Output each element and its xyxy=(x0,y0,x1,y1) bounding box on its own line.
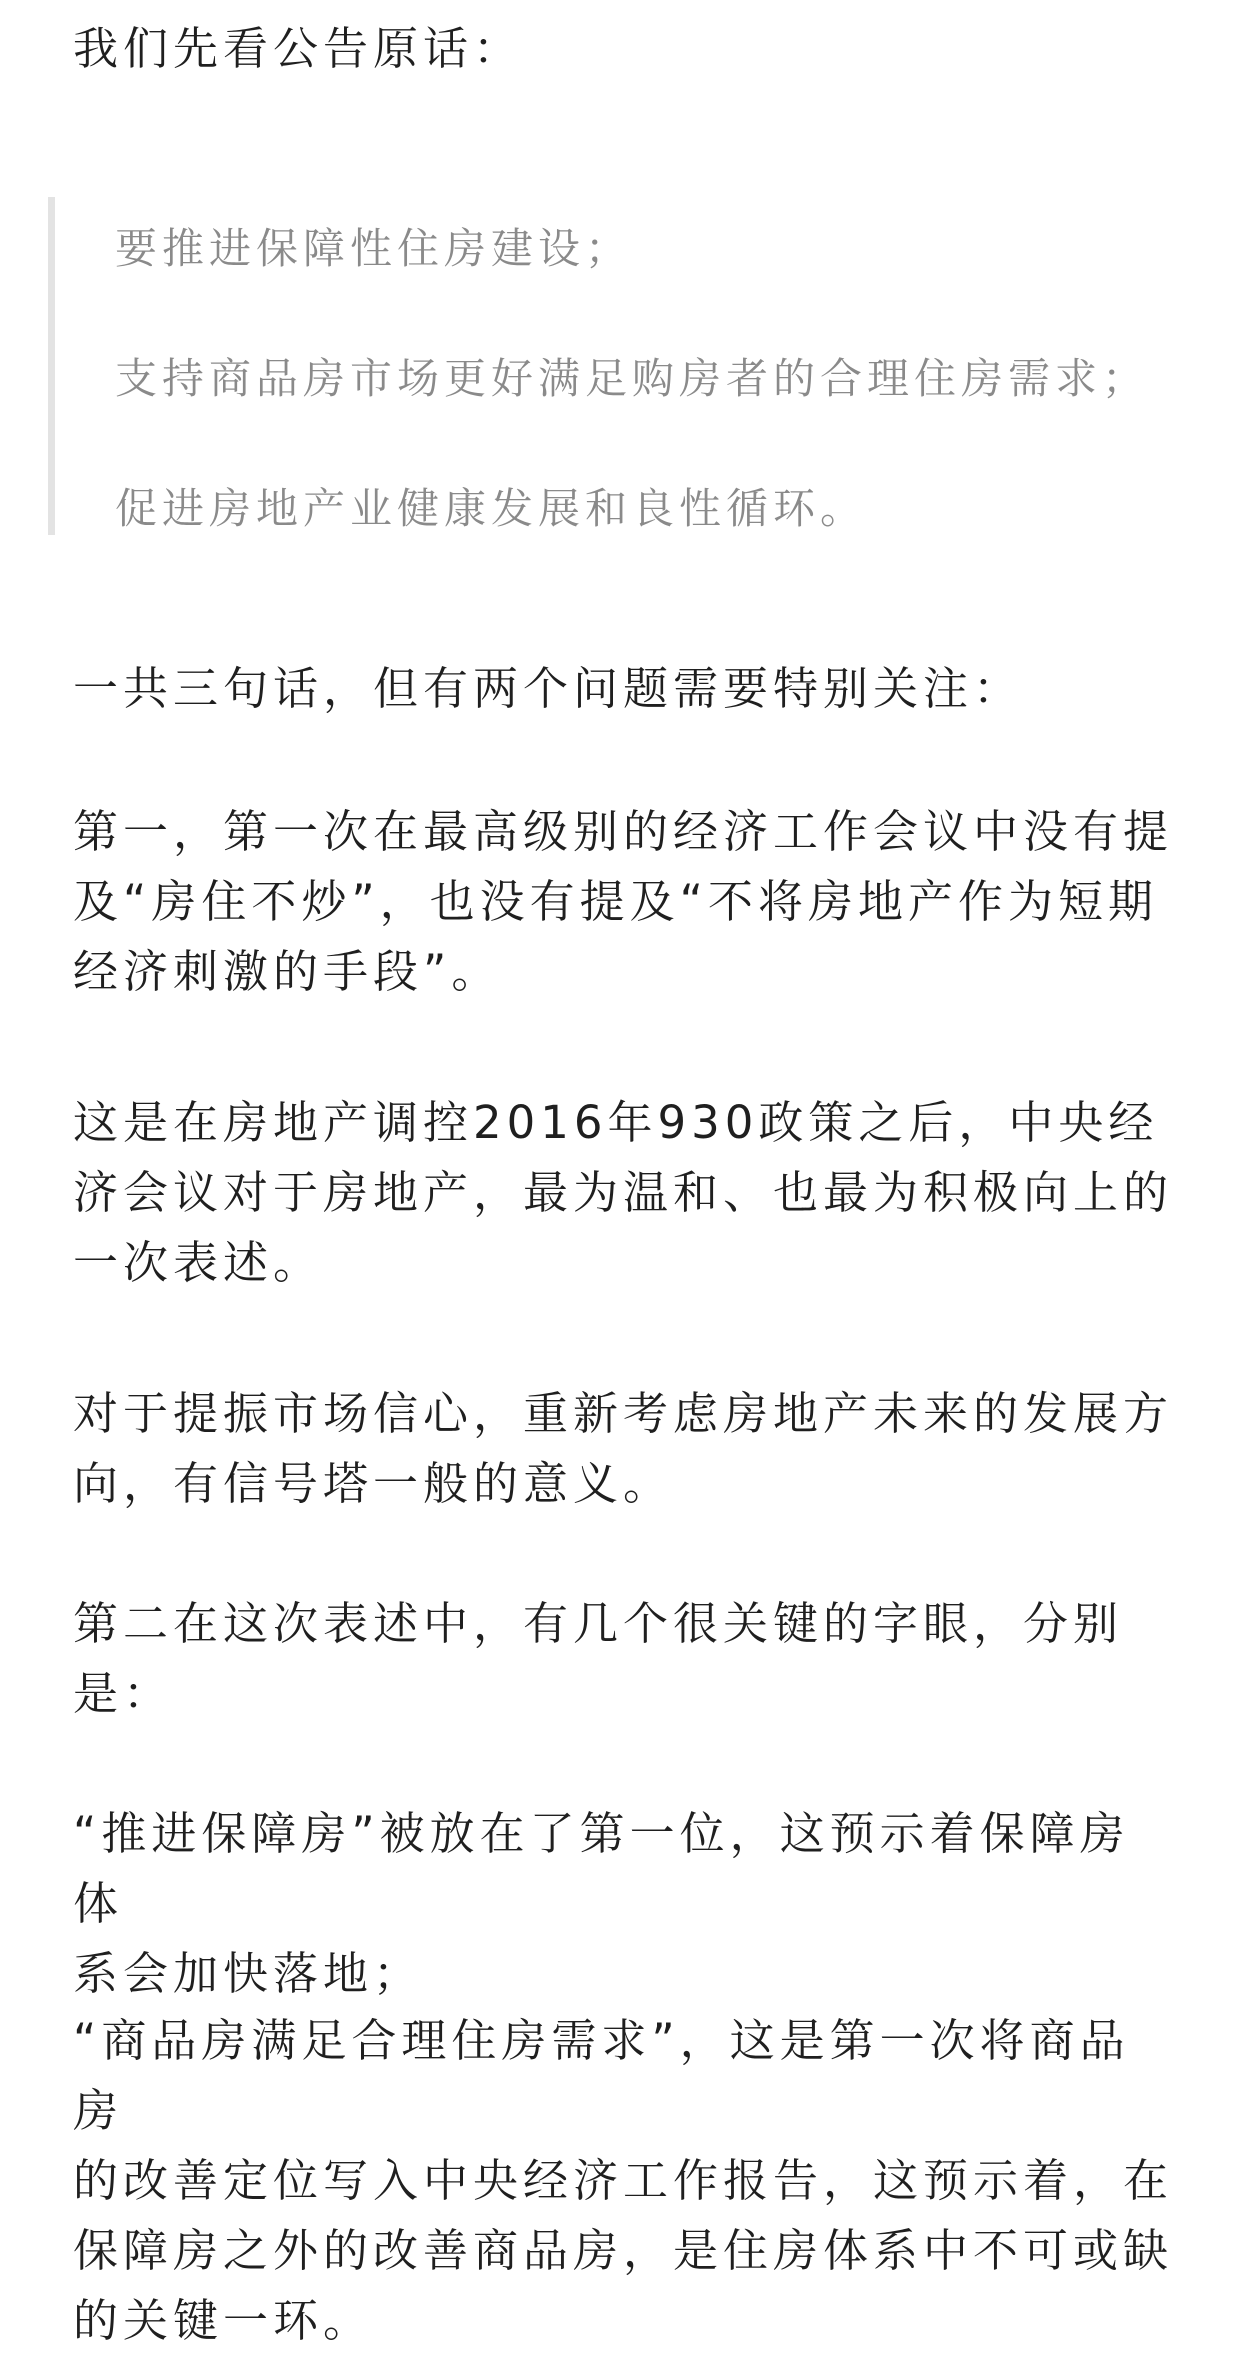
paragraph-line: 保障房之外的改善商品房，是住房体系中不可或缺 xyxy=(73,2224,1174,2277)
paragraph-first-point xyxy=(73,797,1173,1007)
intro-paragraph: 我们先看公告原话： xyxy=(73,22,524,75)
paragraph-line: 第一，第一次在最高级别的经济工作会议中没有提 xyxy=(73,805,1174,858)
paragraph-line: 济会议对于房地产，最为温和、也最为积极向上的 xyxy=(73,1166,1174,1219)
paragraph-line: 向，有信号塔一般的意义。 xyxy=(73,1457,674,1510)
paragraph-summary: 一共三句话，但有两个问题需要特别关注： xyxy=(73,662,1024,715)
paragraph-line: 及“房住不炒”，也没有提及“不将房地产作为短期 xyxy=(73,875,1158,928)
paragraph-second-point xyxy=(73,1589,1123,1729)
paragraph-line: 经济刺激的手段”。 xyxy=(73,945,502,998)
quote-line-1: 要推进保障性住房建设； xyxy=(115,224,633,273)
paragraph-line: “推进保障房”被放在了第一位，这预示着保障房体 xyxy=(73,1807,1130,1930)
paragraph-line: 一次表述。 xyxy=(73,1236,324,1289)
quote-line-3: 促进房地产业健康发展和良性循环。 xyxy=(115,484,868,533)
paragraph-commercial-housing xyxy=(73,2006,1173,2356)
blockquote xyxy=(48,197,1205,535)
paragraph-line: 的改善定位写入中央经济工作报告，这预示着，在 xyxy=(73,2154,1174,2207)
quote-line-2: 支持商品房市场更好满足购房者的合理住房需求； xyxy=(115,354,1150,403)
paragraph-line: “商品房满足合理住房需求”，这是第一次将商品房 xyxy=(73,2014,1130,2137)
paragraph-line: 对于提振市场信心，重新考虑房地产未来的发展方 xyxy=(73,1387,1174,1440)
paragraph-line: 系会加快落地； xyxy=(73,1947,424,2000)
paragraph-line: 这是在房地产调控2016年930政策之后，中央经 xyxy=(73,1096,1159,1149)
paragraph-market-confidence xyxy=(73,1379,1173,1519)
paragraph-line: 第二在这次表述中，有几个很关键的字眼，分别 xyxy=(73,1597,1124,1650)
paragraph-policy-context xyxy=(73,1088,1173,1298)
paragraph-line: 的关键一环。 xyxy=(73,2294,374,2347)
paragraph-line: 是： xyxy=(73,1667,174,1720)
paragraph-affordable-housing xyxy=(73,1799,1173,2009)
